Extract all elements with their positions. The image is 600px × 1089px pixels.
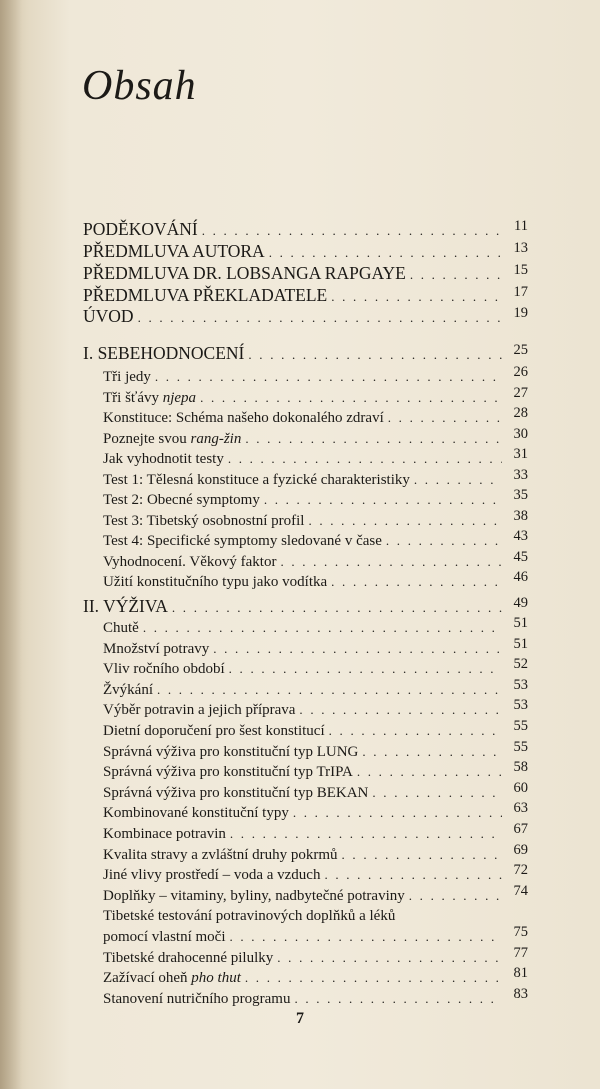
toc-page-number: 81 [513, 965, 528, 982]
leader-dots [331, 290, 502, 306]
toc-subentry-label [103, 431, 241, 448]
label-text: Výběr potravin a jejich příprava [103, 702, 296, 719]
toc-entry[interactable] [83, 240, 528, 262]
label-italic-text: pho thut [191, 970, 241, 987]
toc-subentry[interactable] [83, 405, 528, 427]
label-text: Jak vyhodnotit testy [103, 451, 224, 467]
toc-subentry[interactable] [83, 426, 528, 448]
toc-subentry-label [103, 929, 225, 946]
toc-page-number: 77 [513, 944, 528, 961]
label-text: Správná výživa pro konstituční typ LUNG [103, 743, 359, 760]
label-text: Doplňky – vitaminy, byliny, nadbytečné potraviny [103, 887, 405, 904]
leader-dots [409, 889, 502, 905]
toc-subentry-label [103, 472, 410, 489]
toc-subentry-label [103, 970, 241, 987]
toc-page-number: 60 [513, 779, 528, 796]
toc-entry-label: PODĚKOVÁNÍ [83, 219, 198, 239]
toc-page-number: 67 [513, 821, 528, 837]
leader-dots [293, 806, 502, 822]
label-text: Tibetské testování potravinových doplňků a léků [103, 908, 396, 925]
toc-subentry-label [103, 492, 260, 509]
toc-subentry[interactable] [83, 739, 528, 761]
toc-page-number: 58 [513, 759, 528, 776]
toc-page-number: 27 [513, 384, 528, 401]
toc-page-number: 75 [513, 924, 528, 940]
toc-subentry[interactable] [83, 718, 528, 740]
toc-subentry[interactable] [83, 903, 528, 925]
label-text: Kombinované konstituční typy [103, 805, 289, 822]
toc-page-number: 43 [513, 528, 528, 544]
toc-subentry-label [103, 764, 353, 781]
toc-page-number: 55 [513, 738, 528, 755]
toc-subentry-label [103, 369, 151, 386]
toc-page-number: 28 [513, 405, 528, 421]
toc-subentry[interactable] [83, 945, 528, 967]
toc-subentry[interactable] [83, 636, 528, 658]
toc-page-number: 53 [513, 676, 528, 693]
toc-subentry[interactable] [83, 842, 528, 864]
toc-subentry[interactable] [83, 677, 528, 699]
toc-subentry-label [103, 805, 289, 822]
toc-page-number: 49 [513, 595, 528, 611]
toc-entry-label: PŘEDMLUVA DR. LOBSANGA RAPGAYE [83, 263, 406, 283]
toc-subentry[interactable] [83, 986, 528, 1008]
label-text: Žvýkání [103, 681, 153, 698]
toc-page-number: 38 [513, 507, 528, 524]
toc-subentry-label [103, 908, 395, 925]
label-text: Jiné vlivy prostředí – voda a vzduch [103, 867, 321, 884]
toc-subentry-label [103, 661, 225, 678]
toc-page-number: 63 [513, 800, 528, 817]
label-text: Správná výživa pro konstituční typ BEKAN [103, 784, 369, 801]
toc-subentry[interactable] [83, 385, 528, 407]
toc-subentry-label [103, 682, 153, 699]
toc-page-number: 53 [513, 697, 528, 714]
toc-page-number: 52 [513, 656, 528, 673]
toc-subentry[interactable] [83, 569, 528, 591]
label-text: Dietní doporučení pro šest konstitucí [103, 723, 325, 739]
toc-page-number: 17 [513, 284, 528, 300]
toc-page-number: 13 [513, 240, 528, 256]
toc-chapter-label: II. VÝŽIVA [83, 596, 168, 616]
leader-dots [143, 621, 502, 637]
toc-subentry[interactable] [83, 759, 528, 781]
toc-entry-label: PŘEDMLUVA AUTORA [83, 241, 265, 261]
leader-dots [329, 724, 502, 740]
toc-subentry[interactable] [83, 446, 528, 468]
leader-dots [299, 703, 502, 719]
label-text: Tibetské drahocenné pilulky [103, 949, 274, 966]
leader-dots [229, 930, 502, 946]
toc-subentry-label [103, 785, 368, 802]
label-text: Správná výživa pro konstituční typ TrIPA [103, 764, 353, 781]
toc-subentry[interactable] [83, 800, 528, 822]
label-text: Chutě [103, 620, 139, 636]
label-text: Vyhodnocení. Věkový faktor [103, 553, 277, 570]
toc-subentry[interactable] [83, 780, 528, 802]
toc-subentry-label [103, 513, 304, 530]
toc-page-number: 33 [513, 466, 528, 483]
label-italic-text: rang-žin [190, 430, 242, 447]
leader-dots [410, 268, 502, 284]
toc-subentry[interactable] [83, 697, 528, 719]
toc-page-number: 35 [513, 487, 528, 503]
leader-dots [324, 868, 502, 884]
label-text: Tři šťávy [103, 389, 163, 406]
toc-subentry[interactable] [83, 656, 528, 678]
toc-entry-label: ÚVOD [83, 306, 134, 326]
toc-subentry-label [103, 744, 358, 761]
toc-subentry[interactable] [83, 615, 528, 637]
toc-page-number: 51 [513, 635, 528, 652]
toc-subentry-label [103, 451, 224, 468]
leader-dots [248, 348, 502, 364]
leader-dots [202, 224, 502, 240]
toc-page-number: 15 [513, 262, 528, 278]
leader-dots [362, 745, 502, 761]
toc-subentry-label [103, 533, 382, 550]
label-text: pomocí vlastní moči [103, 929, 226, 945]
toc-entry[interactable] [83, 262, 528, 284]
toc-page-number: 26 [513, 364, 528, 380]
toc-subentry-label [103, 390, 196, 407]
toc-subentry-label [103, 641, 209, 658]
label-text: Množství potravy [103, 640, 210, 657]
toc-page-number: 19 [513, 305, 528, 321]
label-text: Poznejte svou [103, 430, 191, 447]
leader-dots [269, 246, 502, 262]
leader-dots [331, 575, 502, 591]
toc-page-number: 11 [514, 218, 528, 234]
toc-subentry[interactable] [83, 821, 528, 843]
toc-page-number: 72 [513, 862, 528, 879]
toc-page-number: 31 [513, 446, 528, 462]
label-text: Vliv ročního období [103, 661, 225, 678]
label-text: Test 3: Tibetský osobnostní profil [103, 512, 305, 529]
toc-subentry-label [103, 620, 139, 637]
label-text: Test 4: Specifické symptomy sledované v čase [103, 533, 382, 549]
toc-chapter-label: I. SEBEHODNOCENÍ [83, 343, 245, 363]
leader-dots [294, 992, 502, 1008]
leader-dots [229, 662, 502, 678]
toc-page-number: 25 [513, 342, 528, 358]
label-text: Kvalita stravy a zvláštní druhy pokrmů [103, 846, 338, 863]
toc-page-number: 46 [513, 569, 528, 585]
leader-dots [372, 786, 502, 802]
leader-dots [277, 951, 502, 967]
toc-page-number: 51 [513, 615, 528, 631]
toc-subentry[interactable] [83, 364, 528, 386]
leader-dots [230, 827, 502, 843]
toc-subentry[interactable] [83, 965, 528, 987]
label-text: Test 2: Obecné symptomy [103, 492, 260, 508]
toc-entry-label: PŘEDMLUVA PŘEKLADATELE [83, 285, 328, 305]
toc-page-number: 55 [513, 718, 528, 734]
label-text: Zažívací oheň [103, 970, 192, 987]
toc-subentry[interactable] [83, 549, 528, 571]
toc-subentry-label [103, 574, 327, 591]
page-title: Obsah [82, 63, 197, 109]
toc-subentry[interactable] [83, 862, 528, 884]
leader-dots [342, 848, 502, 864]
toc-subentry[interactable] [83, 924, 528, 946]
label-text: Užití konstitučního typu jako vodítka [103, 574, 328, 590]
toc-page-number: 69 [513, 841, 528, 858]
toc-subentry-label [103, 554, 276, 571]
toc-subentry-label [103, 867, 320, 884]
toc-page-number: 74 [513, 882, 528, 899]
toc-subentry-label [103, 950, 273, 967]
leader-dots [357, 765, 502, 781]
toc-subentry[interactable] [83, 883, 528, 905]
toc-entry[interactable] [83, 284, 528, 306]
toc-subentry[interactable] [83, 467, 528, 489]
label-text: Test 1: Tělesná konstituce a fyzické charakteristiky [103, 471, 410, 488]
label-text: Tři jedy [103, 369, 151, 385]
toc-subentry-label [103, 888, 405, 905]
toc-page-number: 83 [513, 985, 528, 1002]
toc-subentry-label [103, 702, 295, 719]
toc-page-number: 30 [513, 425, 528, 442]
label-text: Stanovení nutričního programu [103, 990, 291, 1007]
leader-dots [245, 971, 502, 987]
toc-entry[interactable] [83, 218, 528, 240]
toc-subentry[interactable] [83, 508, 528, 530]
toc-entry[interactable] [83, 305, 528, 327]
toc-page-number: 45 [513, 548, 528, 565]
toc-chapter-heading[interactable] [83, 595, 528, 617]
leader-dots [138, 311, 502, 327]
spine-shadow [0, 0, 22, 1089]
toc-subentry-label [103, 847, 338, 864]
page-folio: 7 [296, 1010, 304, 1027]
toc-subentry-label [103, 723, 325, 740]
label-italic-text: njepa [162, 389, 197, 406]
toc-subentry[interactable] [83, 528, 528, 550]
leader-dots [213, 642, 502, 658]
label-text: Kombinace potravin [103, 826, 226, 842]
toc-chapter-heading[interactable] [83, 342, 528, 364]
leader-dots [157, 683, 502, 699]
toc-subentry-label [103, 991, 290, 1008]
toc-subentry[interactable] [83, 487, 528, 509]
label-text: Konstituce: Schéma našeho dokonalého zdraví [103, 410, 384, 426]
toc-subentry-label [103, 410, 384, 427]
toc-subentry-label [103, 826, 226, 843]
